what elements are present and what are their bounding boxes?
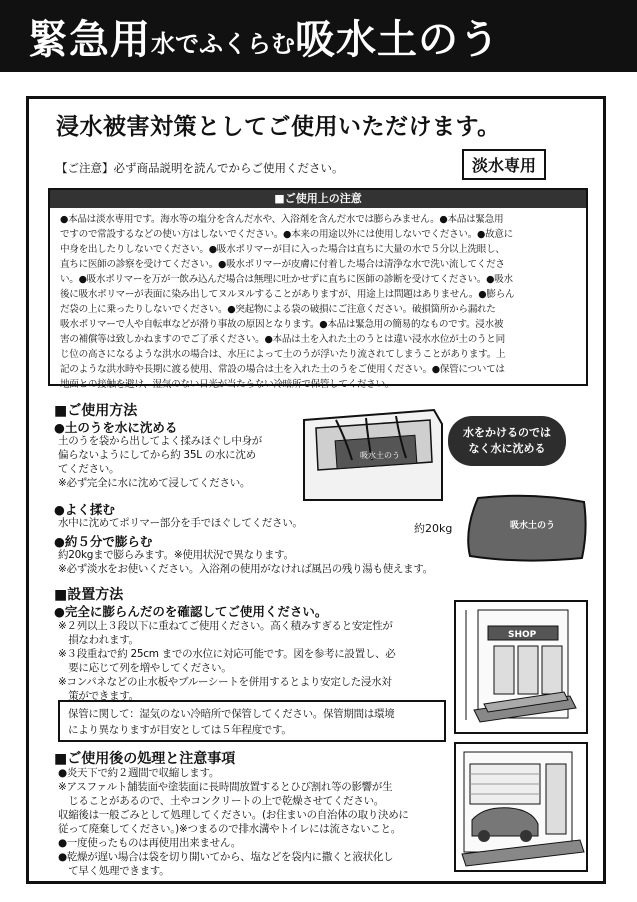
- notice-box: [48, 188, 588, 390]
- notice-line: 地面との接触を避け、湿気のない日光が当たらない冷暗所で保管してください。: [60, 379, 395, 390]
- install-line: ※コンパネなどの止水板やブルーシートを併用するとより安定した浸水対: [58, 676, 392, 688]
- garage-illustration: [454, 742, 588, 872]
- install-line: 要に応じて列を増やしてください。: [58, 662, 232, 674]
- step3-title: ●約５分で膨らむ: [54, 534, 153, 549]
- step2-line: 水中に沈めてポリマー部分を手でほぐしてください。: [58, 517, 303, 529]
- notice-line: ●本品は淡水専用です。海水等の塩分を含んだ水や、入浴剤を含んだ水では膨らみません。●本品は緊急用: [60, 214, 504, 225]
- swollen-bag-illustration: [412, 490, 592, 565]
- disposal-line: ●一度使ったものは再使用出来ません。: [58, 837, 241, 849]
- step1-line: 偏らないようにしてから約 35L の水に沈め: [58, 449, 256, 461]
- notice-line: 後に吸水ポリマーが表面に染み出してヌルヌルすることがありますが、用途上は問題はありません。●膨らん: [60, 289, 515, 300]
- disposal-line: じることがあるので、土やコンクリートの上で乾燥させてください。: [58, 795, 384, 807]
- notice-body: [50, 208, 586, 396]
- notice-line: だ袋の上に乗ったりしないでください。●突起物による袋の破損にご注意ください。破損箇所から漏れた: [60, 304, 496, 315]
- step1-line: 土のうを袋から出してよく揉みほぐし中身が: [58, 435, 262, 447]
- install-subtitle: ●完全に膨らんだのを確認してご使用ください。: [54, 604, 328, 619]
- usage-title: ■ご使用方法: [54, 403, 138, 419]
- disposal-line: 収縮後は一般ごみとして処理してください。(お住まいの自治体の取り決めに: [58, 809, 409, 821]
- notice-line: ですので常設するなどの使い方はしないでください。●本来の用途以外には使用しないでください。●故意に: [60, 229, 513, 240]
- notice-line: 吸水ポリマーで人や自転車などが滑り事故の原因となります。●本品は緊急用の簡易的なものです。浸水被: [60, 319, 504, 330]
- notice-line: い。●吸水ポリマーを万が一飲み込んだ場合は無理に吐かせずに直ちに医師の診断を受けてください。●吸水: [60, 274, 513, 285]
- disposal-line: ●乾燥が遅い場合は袋を切り開いてから、塩などを袋内に撒くと液状化し: [58, 851, 394, 863]
- weight-label: 約20kg: [414, 522, 453, 535]
- install-line: ※３段重ねで約 25cm までの水位に対応可能です。図を参考に設置し、必: [58, 648, 396, 660]
- notice-line: 害の補償等は致しかねますのでご了承ください。●本品は土を入れた土のうとは違い浸水水位が土のうと同: [60, 334, 505, 345]
- notice-heading: ■ご使用上の注意: [50, 190, 586, 208]
- tub-bag-label: 吸水土のう: [360, 451, 400, 460]
- bubble-line: なく水に沈める: [468, 442, 546, 455]
- step1-line: てください。: [58, 463, 120, 475]
- shop-illustration: [454, 600, 588, 734]
- notice-line: じ位の高さになるような洪水の場合は、水圧によって土のうが浮いたり流されてしまうことがあります。上: [60, 349, 506, 360]
- shop-sign: SHOP: [508, 630, 537, 640]
- swollen-bag-label: 吸水土のう: [510, 521, 556, 531]
- install-line: 損なわれます。: [58, 634, 139, 646]
- storage-line: 保管に関して：湿気のない冷暗所で保管してください。保管期間は環境: [68, 708, 395, 720]
- notice-line: 中身を出したりしないでください。●吸水ポリマーが目に入った場合は直ちに大量の水で５分以上洗眼し、: [60, 244, 505, 255]
- disposal-text: [58, 766, 450, 878]
- notice-line: 記のような洪水時や長期に渡る使用、常設の場合は土を入れた土のうをご使用ください。●保管については: [60, 364, 505, 375]
- bubble-line: 水をかけるのでは: [463, 426, 551, 439]
- disposal-title: ■ご使用後の処理と注意事項: [54, 751, 236, 767]
- main-title: 浸水被害対策としてご使用いただけます。: [56, 114, 501, 140]
- install-line: ※２列以上３段以下に重ねてご使用ください。高く積みすぎると安定性が: [58, 620, 393, 632]
- notice-line: 直ちに医師の診察を受けてください。●吸水ポリマーが皮膚に付着した場合は清浄な水で洗い流してくださ: [60, 259, 505, 270]
- header-title-part3: 吸水土のう: [295, 16, 500, 63]
- disposal-line: て早く処理できます。: [58, 865, 170, 877]
- disposal-line: ●炎天下で約２週間で収縮します。: [58, 767, 220, 779]
- step3-line: 約20kgまで膨らみます。※使用状況で異なります。: [58, 549, 294, 561]
- install-line: 策ができます。: [58, 690, 139, 702]
- storage-line: により異なりますが目安としては５年程度です。: [68, 724, 292, 736]
- caution-line: 【ご注意】必ず商品説明を読んでからご使用ください。: [56, 161, 344, 175]
- header-title-part1: 緊急用: [28, 16, 151, 63]
- step3-text: [58, 548, 433, 576]
- disposal-line: 従って廃棄してください。)※つまるので排水溝やトイレには流さないこと。: [58, 823, 401, 835]
- freshwater-only-badge: 淡水専用: [462, 149, 546, 180]
- disposal-line: ※アスファルト舗装面や塗装面に長時間放置するとひび割れ等の影響が生: [58, 781, 393, 793]
- step1-title: ●土のうを水に沈める: [54, 420, 178, 435]
- step1-line: ※必ず完全に水に沈めて浸してください。: [58, 477, 251, 489]
- storage-box: [58, 700, 446, 742]
- header-title-part2: 水でふくらむ: [151, 29, 295, 58]
- step3-line: ※必ず淡水をお使いください。入浴剤の使用がなければ風呂の残り湯も使えます。: [58, 563, 433, 575]
- step2-title: ●よく揉む: [54, 502, 115, 517]
- step1-text: [58, 434, 308, 490]
- install-text: [58, 619, 448, 703]
- install-title: ■設置方法: [54, 587, 124, 603]
- header-banner: [0, 0, 637, 72]
- instruction-bubble: [448, 416, 566, 466]
